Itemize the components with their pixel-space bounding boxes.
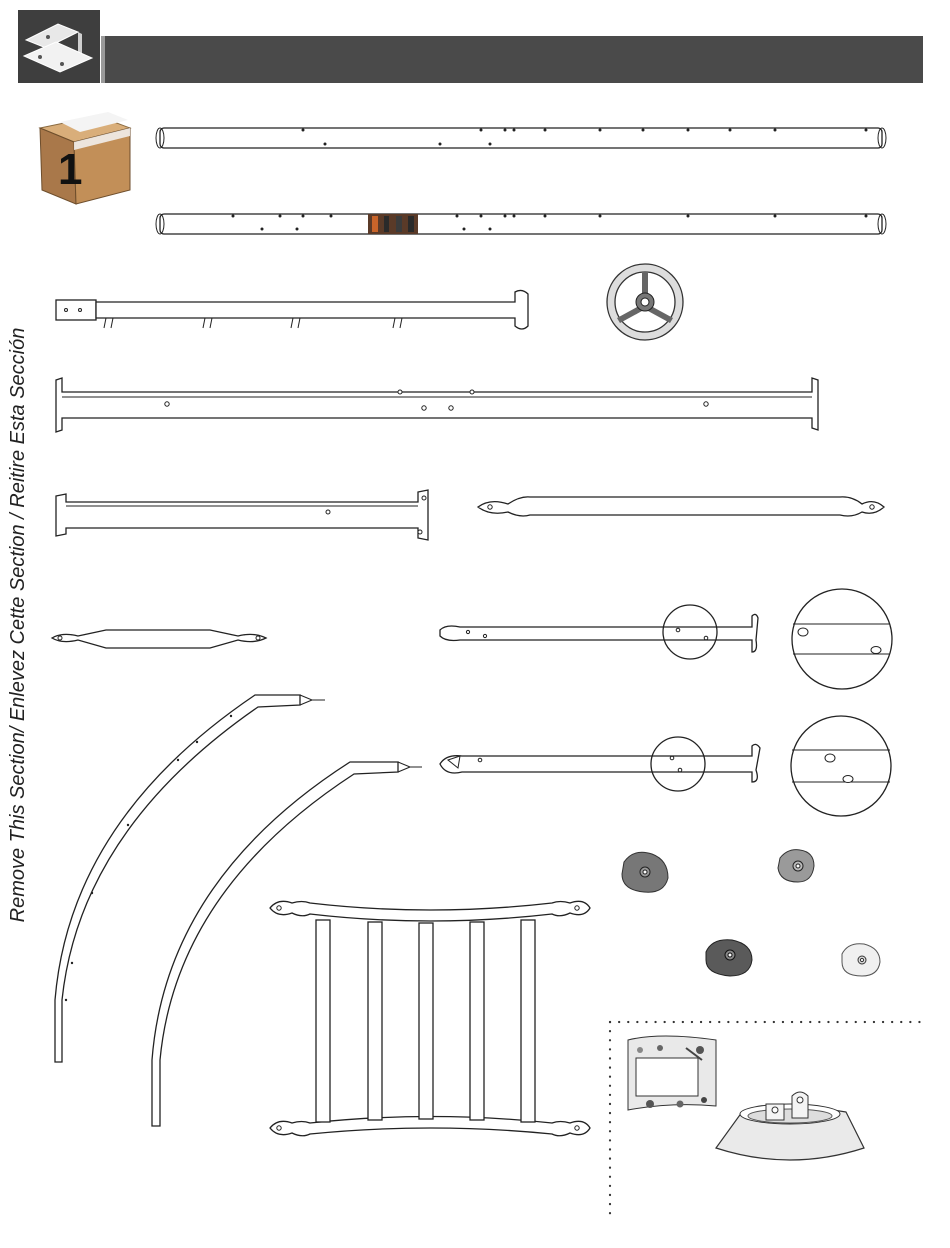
long-tube-2 [156, 214, 886, 234]
tube-base-cap [716, 1092, 864, 1160]
swing-beam [56, 290, 528, 329]
handle-bar-short [52, 630, 266, 648]
steering-wheel [607, 264, 683, 340]
box-number: 1 [58, 145, 83, 194]
hardware-pack [628, 1036, 716, 1110]
long-tube-1 [156, 128, 886, 148]
plastic-caps [622, 850, 880, 976]
long-channel-beam [56, 378, 818, 432]
cardboard-box-icon [40, 112, 130, 204]
ladder [270, 901, 590, 1135]
handle-bar-long [478, 497, 884, 516]
medium-channel-beam [56, 490, 428, 540]
curved-pole-1 [55, 695, 325, 1062]
support-pole-2 [440, 716, 891, 816]
side-instruction-text: Remove This Section/ Enlevez Cette Section / Reitire Esta Sección [7, 327, 29, 923]
support-pole-1 [440, 589, 892, 689]
